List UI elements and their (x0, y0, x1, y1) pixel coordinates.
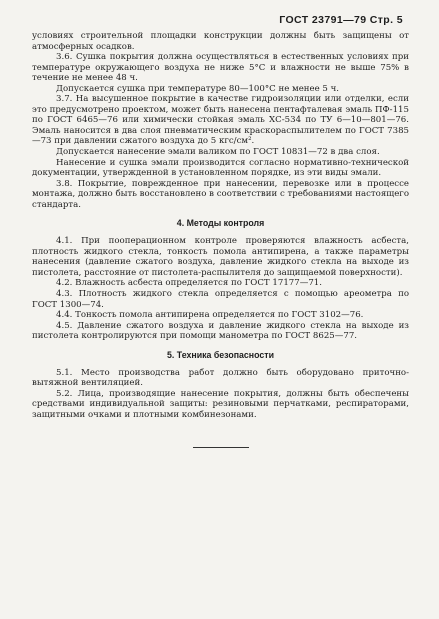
paragraph-3-7-roller: Допускается нанесение эмали валиком по ГОСТ 10831—72 в два слоя. (56, 147, 380, 158)
section-4-heading: 4. Методы контроля (176, 218, 265, 229)
section-5-heading: 5. Техника безопасности (167, 349, 274, 360)
paragraph-4-2: 4.2. Влажность асбеста определяется по ГОСТ 17177—71. (56, 278, 322, 289)
paragraph-3-5-continuation: условиях строительной площадки конструкции должны быть защищены от атмосферных осадков. (32, 31, 409, 52)
paragraph-3-6: 3.6. Сушка покрытия должна осуществляться в естественных условиях при температуре окружающего воздуха не ниже 5°С и влажности не выше 75% в течение не менее 48 ч. (32, 52, 409, 84)
paragraph-4-3: 4.3. Плотность жидкого стекла определяется с помощью ареометра по ГОСТ 1300—74. (32, 289, 409, 310)
end-rule (193, 447, 249, 448)
paragraph-5-2: 5.2. Лица, производящие нанесение покрытия, должны быть обеспечены средствами индивидуальной защиты: резиновыми перчатками, респираторами, защитными очками и плотными комбинезонами. (32, 388, 409, 420)
paragraph-3-7: 3.7. На высушенное покрытие в качестве гидроизоляции или отделки, если это предусмотрено проектом, может быть нанесена пентафталевая эмаль ПФ-115 по ГОСТ 6465—76 или химически стойкая эмаль ХС-534 по ТУ 6—10—801—76. Эмаль наносится в два слоя пневматическим краскораспылителем по ГОСТ 7385—73 при давлении сжатого воздуха до 5 кгс/см². (32, 94, 409, 147)
page-header: ГОСТ 23791—79 Стр. 5 (279, 14, 403, 26)
paragraph-5-1: 5.1. Место производства работ должно быть оборудовано приточно-вытяжной вентиляцией. (32, 367, 409, 389)
paragraph-4-5: 4.5. Давление сжатого воздуха и давление жидкого стекла на выходе из пистолета контролируются при помощи манометра по ГОСТ 8625—77. (32, 320, 409, 342)
paragraph-4-1: 4.1. При пооперационном контроле проверяются влажность асбеста, плотность жидкого стекла, тонкость помола антипирена, а также параметры нанесения (давление сжатого воздуха, давление жидкого стекла на выходе из пистолета, расстояние от пистолета-распылителя до защищаемой поверхности). (32, 236, 409, 278)
paragraph-3-8: 3.8. Покрытие, поврежденное при нанесении, перевозке или в процессе монтажа, должно быть восстановлено в соответствии с требованиями настоящего стандарта. (32, 178, 409, 210)
paragraph-3-6-drying: Допускается сушка при температуре 80—100°С не менее 5 ч. (56, 83, 340, 94)
paragraph-4-4: 4.4. Тонкость помола антипирена определяется по ГОСТ 3102—76. (56, 310, 364, 321)
paragraph-3-7-application: Нанесение и сушка эмали производится согласно нормативно-технической документации, утвержденной в установленном порядке, из эти виды эмали. (32, 157, 409, 179)
